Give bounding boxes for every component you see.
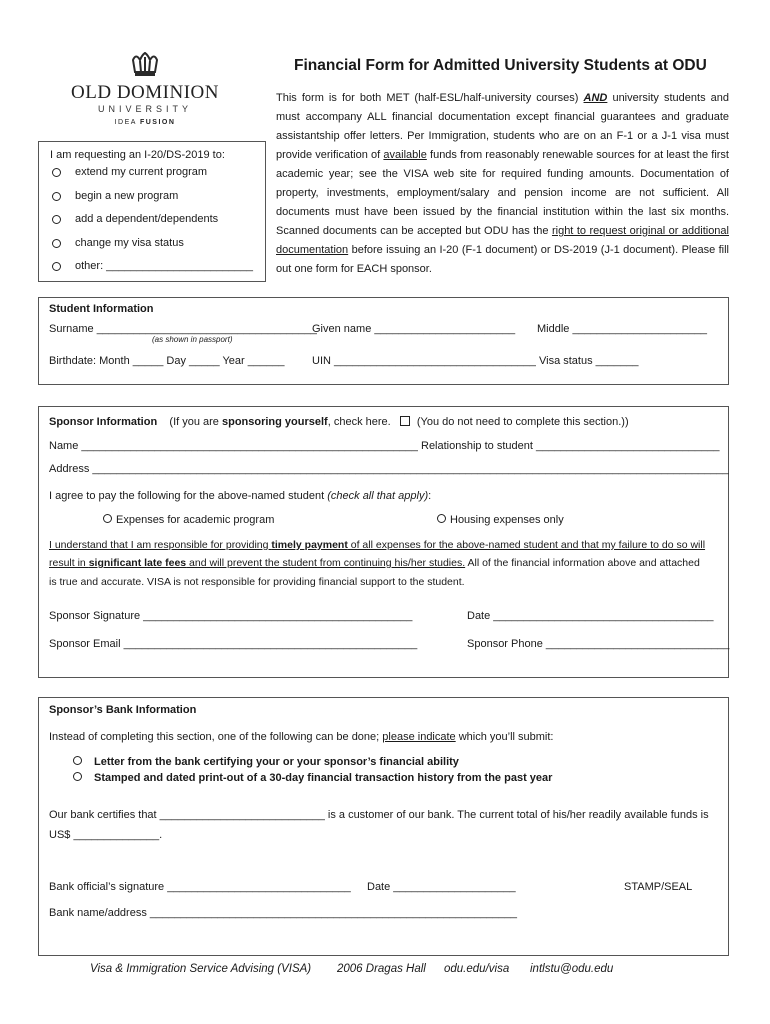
option-change-visa[interactable]: change my visa status: [50, 237, 265, 261]
option-begin[interactable]: begin a new program: [50, 190, 265, 214]
responsibility-line-1: I understand that I am responsible for providing timely payment of all expenses for the above-named student and that my failure to do so will: [49, 539, 706, 551]
sponsor-name-field[interactable]: Name _______________________________________________________: [49, 440, 418, 452]
given-name-field[interactable]: Given name _______________________: [312, 323, 516, 335]
agree-text: I agree to pay the following for the above-named student (check all that apply):: [49, 490, 432, 502]
expenses-option[interactable]: Expenses for academic program: [101, 512, 274, 526]
middle-name-field[interactable]: Middle ______________________: [537, 323, 708, 335]
footer-office: Visa & Immigration Service Advising (VISA): [90, 963, 312, 975]
sponsor-heading-line: Sponsor Information (If you are sponsoring yourself, check here. (You do not need to complete this section.)): [49, 416, 629, 428]
footer-address: 2006 Dragas Hall: [337, 963, 426, 975]
radio-circle-icon[interactable]: [73, 772, 82, 781]
logo-sub: UNIVERSITY: [97, 104, 192, 114]
housing-option[interactable]: Housing expenses only: [435, 512, 564, 526]
bank-heading: Sponsor’s Bank Information: [49, 704, 197, 716]
bank-certifies-field[interactable]: Our bank certifies that ___________________________ is a customer of our bank. The current total of his/her readily available funds is: [49, 809, 709, 821]
self-sponsor-checkbox[interactable]: [400, 416, 410, 426]
radio-circle-icon[interactable]: [103, 514, 112, 523]
responsibility-line-2: result in significant late fees and will prevent the student from continuing his/her studies. All of the financial information above and attached: [49, 557, 700, 569]
bank-instead-text: Instead of completing this section, one of the following can be done; please indicate which you’ll submit:: [49, 731, 554, 743]
uin-field[interactable]: UIN _________________________________: [312, 355, 536, 367]
intro-paragraph: This form is for both MET (half-ESL/half-university courses) AND university students and must accompany ALL financial documentation except financial guarantees and graduate assistantship offer letters. Per Immigration, students who are on an F-1 or a J-1 visa must provide verification of available funds from reasonably renewable sources for at least the first academic year; see the VISA web site for required funding amounts. Documentation of property, investments, employment/salary and pension income are not sufficient. All documents must have been issued by the financial institution within the last six months. Scanned documents can be accepted but ODU has the right to request original or additional documentation before issuing an I-20 (F-1 document) or DS-2019 (J-1 document). Please fill out one form for EACH sponsor.: [276, 92, 729, 275]
passport-note: (as shown in passport): [152, 335, 233, 344]
sponsor-date-field[interactable]: Date ____________________________________: [467, 610, 714, 622]
stamp-seal-label: STAMP/SEAL: [624, 881, 693, 893]
footer-web[interactable]: odu.edu/visa: [444, 963, 510, 975]
option-other[interactable]: other: ________________________: [50, 260, 265, 284]
form-title: Financial Form for Admitted University Students at ODU: [294, 57, 707, 74]
bank-name-address-field[interactable]: Bank name/address ____________________________________________________________: [49, 907, 517, 919]
surname-field[interactable]: Surname ____________________________________: [49, 323, 317, 335]
sponsor-email-field[interactable]: Sponsor Email ________________________________________________: [49, 638, 418, 650]
sponsor-signature-field[interactable]: Sponsor Signature ____________________________________________: [49, 610, 413, 622]
request-box: [38, 141, 266, 282]
radio-circle-icon[interactable]: [52, 215, 61, 224]
responsibility-line-3: is true and accurate. VISA is not responsible for providing financial support to the student.: [49, 576, 465, 588]
bank-official-signature-field[interactable]: Bank official’s signature ______________________________: [49, 881, 351, 893]
radio-circle-icon[interactable]: [52, 192, 61, 201]
radio-circle-icon[interactable]: [73, 756, 82, 765]
request-title: I am requesting an I-20/DS-2019 to:: [50, 149, 225, 161]
logo-name: OLD DOMINION: [71, 82, 219, 103]
visa-status-field[interactable]: Visa status _______: [539, 355, 639, 367]
birthdate-field[interactable]: Birthdate: Month _____ Day _____ Year ______: [49, 355, 285, 367]
radio-circle-icon[interactable]: [52, 239, 61, 248]
radio-circle-icon[interactable]: [52, 168, 61, 177]
relationship-field[interactable]: Relationship to student ______________________________: [421, 440, 720, 452]
university-logo: [70, 52, 220, 126]
bank-option-letter[interactable]: Letter from the bank certifying your or your sponsor’s financial ability: [71, 754, 459, 768]
address-field[interactable]: Address ________________________________________________________________________________________________________: [49, 463, 729, 475]
student-heading: Student Information: [49, 303, 154, 315]
bank-date-field[interactable]: Date ____________________: [367, 881, 516, 893]
usd-amount-field[interactable]: US$ ______________.: [49, 829, 163, 841]
radio-circle-icon[interactable]: [437, 514, 446, 523]
crown-icon: [128, 52, 162, 78]
bank-option-printout[interactable]: Stamped and dated print-out of a 30-day financial transaction history from the past year: [71, 770, 552, 784]
sponsor-heading: Sponsor Information: [49, 416, 158, 428]
option-add-dependent[interactable]: add a dependent/dependents: [50, 213, 265, 237]
radio-circle-icon[interactable]: [52, 262, 61, 271]
logo-tagline: IDEA FUSION: [114, 119, 176, 126]
option-extend[interactable]: extend my current program: [50, 166, 265, 190]
footer-email[interactable]: intlstu@odu.edu: [530, 963, 614, 975]
sponsor-phone-field[interactable]: Sponsor Phone ______________________________: [467, 638, 730, 650]
